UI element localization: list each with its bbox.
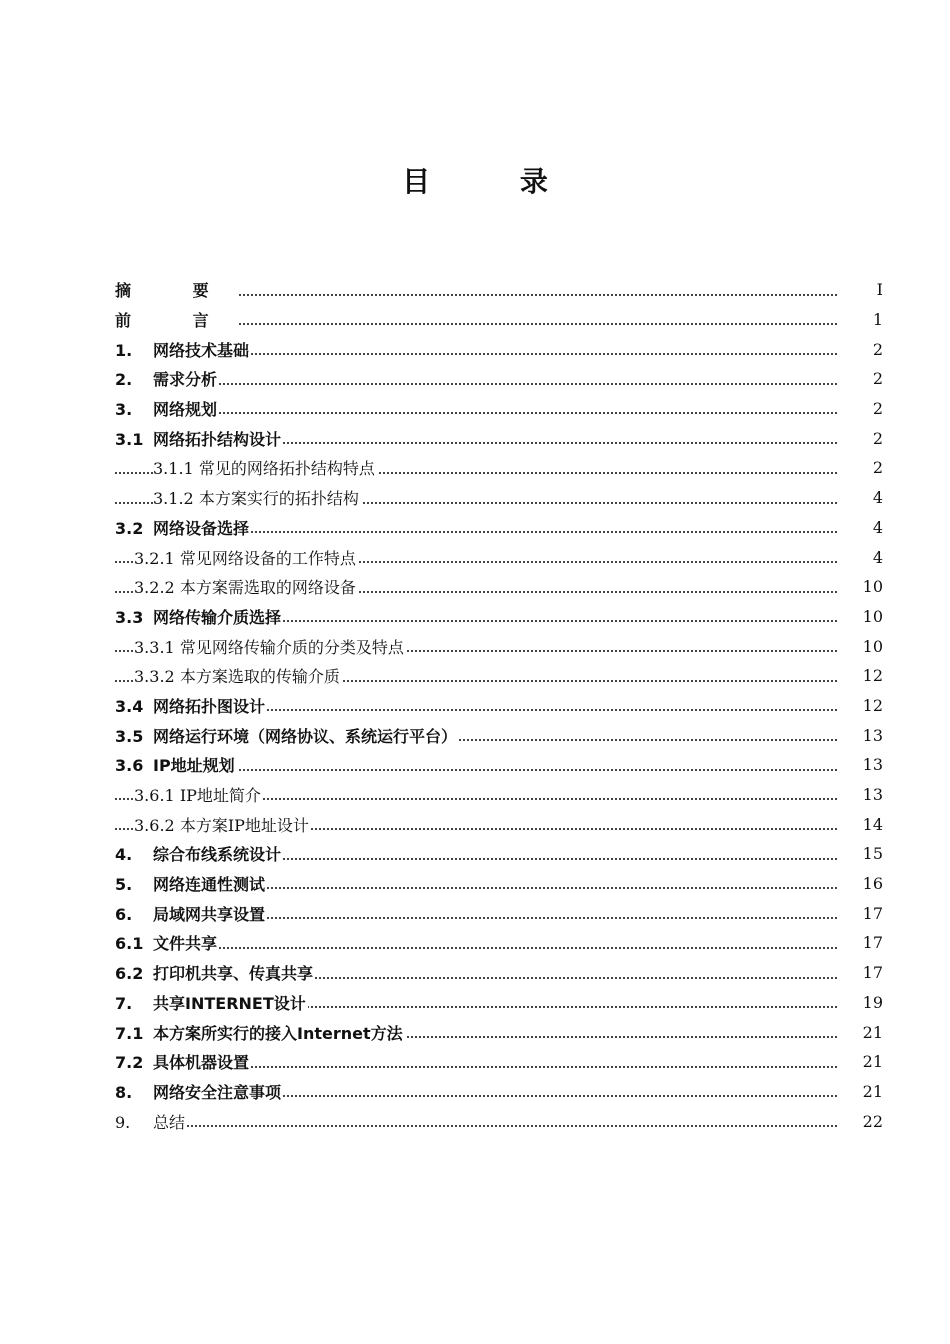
toc-leader-dots xyxy=(115,383,837,385)
toc-page-number: 22 xyxy=(847,1112,883,1131)
toc-entry-number: 7.2 xyxy=(115,1053,144,1073)
toc-page-number: 2 xyxy=(847,458,883,477)
toc-entry-number: 3.3 xyxy=(115,607,144,627)
toc-entry-number: 6.2 xyxy=(115,964,144,984)
toc-entry-6-2[interactable] xyxy=(115,958,883,988)
toc-entry-text: 网络设备选择 xyxy=(153,518,250,538)
toc-entry-3-3-2[interactable] xyxy=(115,661,883,691)
toc-page-number: 4 xyxy=(847,518,883,537)
toc-entry-number: 3.1.1 xyxy=(153,459,194,479)
toc-entry-text: 本方案IP地址设计 xyxy=(179,815,309,835)
toc-entry-text: 网络运行环境（网络协议、系统运行平台） xyxy=(153,726,458,746)
toc-entry-3-1-2[interactable] xyxy=(115,483,883,513)
toc-entry-3-3-1[interactable] xyxy=(115,631,883,661)
toc-entry-number: 1. xyxy=(115,340,133,360)
toc-entry-3-5[interactable] xyxy=(115,720,883,750)
toc-entry-number: 7.1 xyxy=(115,1023,144,1043)
toc-entry-number: 3.4 xyxy=(115,696,144,716)
toc-entry-1[interactable] xyxy=(115,334,883,364)
toc-entry-number: 6.1 xyxy=(115,934,144,954)
toc-entry-4[interactable] xyxy=(115,839,883,869)
toc-page-number: 12 xyxy=(847,696,883,715)
toc-entry-text: 常见网络设备的工作特点 xyxy=(179,548,356,568)
toc-entry-7-1[interactable] xyxy=(115,1017,883,1047)
toc-entry-text: 本方案选取的传输介质 xyxy=(179,667,340,687)
toc-entry-number: 2. xyxy=(115,370,133,390)
toc-entry-number: 3.1.2 xyxy=(153,489,194,509)
toc-entry-text: 网络连通性测试 xyxy=(153,875,266,895)
toc-entry-7-2[interactable] xyxy=(115,1047,883,1077)
toc-entry-number: 3.3.2 xyxy=(134,667,175,687)
table-of-contents xyxy=(115,275,883,1136)
toc-entry-text: 网络技术基础 xyxy=(153,340,250,360)
toc-entry-6[interactable] xyxy=(115,898,883,928)
toc-entry-3-3[interactable] xyxy=(115,602,883,632)
toc-page-number: 4 xyxy=(847,488,883,507)
toc-entry-text: 文件共享 xyxy=(153,934,218,954)
toc-entry-text: 网络传输介质选择 xyxy=(153,607,282,627)
toc-entry-text: 具体机器设置 xyxy=(153,1053,250,1073)
toc-entry-3-1-1[interactable] xyxy=(115,453,883,483)
toc-page-number: 12 xyxy=(847,666,883,685)
toc-entry-text: 本方案所实行的接入Internet方法 xyxy=(153,1023,403,1043)
toc-entry-3[interactable] xyxy=(115,394,883,424)
toc-page-number: 13 xyxy=(847,755,883,774)
toc-page-number: 21 xyxy=(847,1082,883,1101)
toc-page-number: 4 xyxy=(847,548,883,567)
toc-entry-text: 需求分析 xyxy=(153,370,218,390)
toc-page-number: 17 xyxy=(847,933,883,952)
toc-entry-text: 总结 xyxy=(153,1112,186,1132)
toc-entry-text: 网络拓扑结构设计 xyxy=(153,429,282,449)
toc-entry-number: 9. xyxy=(115,1112,131,1132)
toc-page-number: 10 xyxy=(847,637,883,656)
toc-page-number: 21 xyxy=(847,1023,883,1042)
toc-entry-number: 3.5 xyxy=(115,726,144,746)
toc-entry-6-1[interactable] xyxy=(115,928,883,958)
toc-page-number: 2 xyxy=(847,429,883,448)
toc-page-number: 1 xyxy=(847,310,883,329)
toc-page-number: 17 xyxy=(847,904,883,923)
toc-entry-preface[interactable] xyxy=(115,305,883,335)
toc-page-number: 2 xyxy=(847,399,883,418)
toc-entry-text: 局域网共享设置 xyxy=(153,904,266,924)
toc-leader-dots xyxy=(115,1125,837,1127)
toc-entry-number: 7. xyxy=(115,993,133,1013)
toc-entry-number: 3.2.2 xyxy=(134,578,175,598)
toc-page-number: 16 xyxy=(847,874,883,893)
toc-leader-dots xyxy=(115,947,837,949)
toc-entry-9[interactable] xyxy=(115,1106,883,1136)
toc-page-number: 21 xyxy=(847,1052,883,1071)
toc-entry-number: 3. xyxy=(115,400,133,420)
page-title: 目 录 xyxy=(402,165,588,198)
toc-entry-3-4[interactable] xyxy=(115,691,883,721)
toc-entry-5[interactable] xyxy=(115,869,883,899)
toc-entry-number: 3.6.2 xyxy=(134,815,175,835)
toc-entry-text: 网络拓扑图设计 xyxy=(153,696,266,716)
toc-leader-dots xyxy=(115,412,837,414)
toc-entry-number: 3.2 xyxy=(115,518,144,538)
toc-entry-3-6[interactable] xyxy=(115,750,883,780)
toc-entry-number: 6. xyxy=(115,904,133,924)
toc-entry-2[interactable] xyxy=(115,364,883,394)
toc-page-number: 10 xyxy=(847,607,883,626)
toc-entry-number: 4. xyxy=(115,845,133,865)
toc-page-number: 13 xyxy=(847,785,883,804)
toc-entry-3-6-2[interactable] xyxy=(115,809,883,839)
toc-entry-number: 3.1 xyxy=(115,429,144,449)
toc-entry-text: 综合布线系统设计 xyxy=(153,845,282,865)
toc-page-number: 2 xyxy=(847,340,883,359)
toc-entry-text: 网络规划 xyxy=(153,400,218,420)
toc-entry-text: 常见网络传输介质的分类及特点 xyxy=(179,637,404,657)
toc-entry-text: 常见的网络拓扑结构特点 xyxy=(198,459,375,479)
toc-entry-8[interactable] xyxy=(115,1077,883,1107)
toc-entry-text: IP地址规划 xyxy=(153,756,235,776)
toc-entry-abstract[interactable] xyxy=(115,275,883,305)
toc-entry-text: 前 言 xyxy=(115,311,237,331)
toc-entry-7[interactable] xyxy=(115,988,883,1018)
toc-entry-3-2[interactable] xyxy=(115,513,883,543)
toc-entry-text: 网络安全注意事项 xyxy=(153,1082,282,1102)
toc-entry-text: 打印机共享、传真共享 xyxy=(153,964,314,984)
toc-entry-number: 5. xyxy=(115,875,133,895)
toc-page-number: 17 xyxy=(847,963,883,982)
toc-entry-number: 3.6 xyxy=(115,756,144,776)
toc-page-number: 14 xyxy=(847,815,883,834)
toc-page-number: 2 xyxy=(847,369,883,388)
toc-entry-3-6-1[interactable] xyxy=(115,780,883,810)
toc-entry-text: 本方案需选取的网络设备 xyxy=(179,578,356,598)
toc-page-number: I xyxy=(847,280,883,299)
toc-page-number: 13 xyxy=(847,726,883,745)
toc-entry-text: 共享INTERNET设计 xyxy=(153,993,306,1013)
toc-entry-number: 3.2.1 xyxy=(134,548,175,568)
toc-entry-3-2-1[interactable] xyxy=(115,542,883,572)
toc-entry-number: 3.6.1 xyxy=(134,786,175,806)
toc-page-number: 19 xyxy=(847,993,883,1012)
toc-entry-3-1[interactable] xyxy=(115,423,883,453)
toc-entry-text: 本方案实行的拓扑结构 xyxy=(198,489,359,509)
toc-entry-number: 8. xyxy=(115,1082,133,1102)
toc-entry-text: 摘 要 xyxy=(115,281,237,301)
toc-page-number: 15 xyxy=(847,844,883,863)
toc-page-number: 10 xyxy=(847,577,883,596)
toc-entry-text: IP地址简介 xyxy=(179,786,261,806)
toc-entry-number: 3.3.1 xyxy=(134,637,175,657)
toc-entry-3-2-2[interactable] xyxy=(115,572,883,602)
